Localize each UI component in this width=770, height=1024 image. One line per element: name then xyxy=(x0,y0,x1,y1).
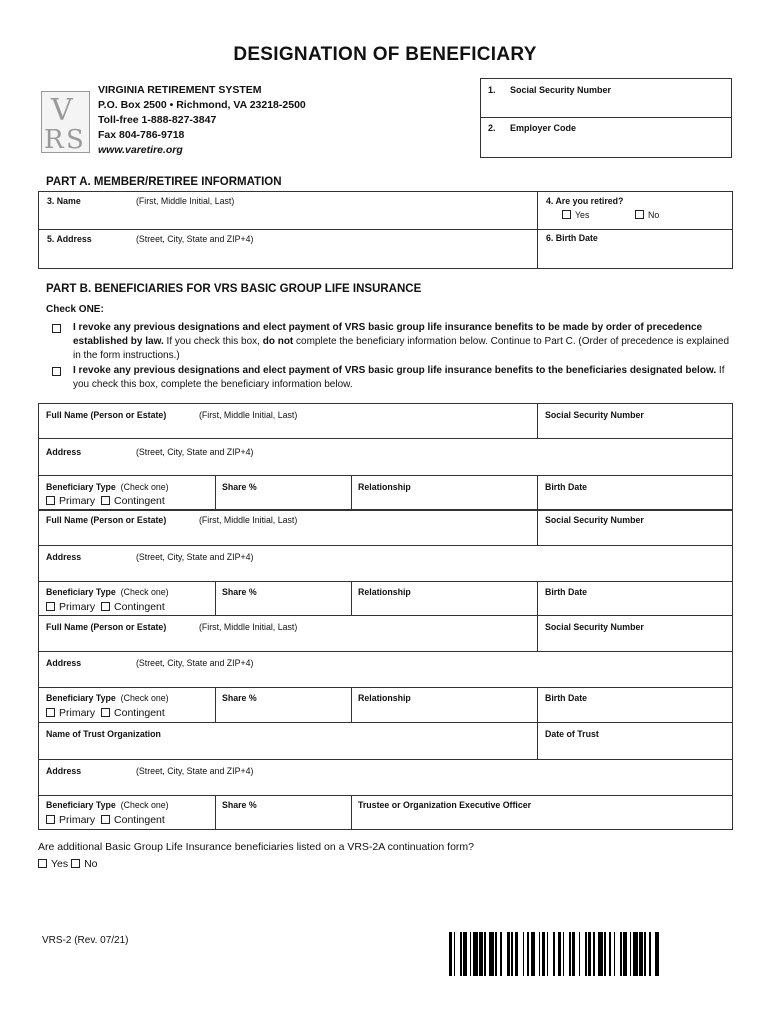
beneficiary-3-relationship-label: Relationship xyxy=(358,693,411,703)
beneficiary-3-type-hint: (Check one) xyxy=(120,693,169,703)
check-one-label: Check ONE: xyxy=(46,304,104,315)
employer-code-label: Employer Code xyxy=(510,123,577,133)
beneficiary-1-address-hint: (Street, City, State and ZIP+4) xyxy=(136,447,254,457)
beneficiary-2-contingent-checkbox[interactable] xyxy=(101,602,110,611)
option-law-precedence xyxy=(52,321,732,363)
beneficiary-2-share-label: Share % xyxy=(222,587,257,597)
beneficiary-1-relationship-label: Relationship xyxy=(358,482,411,492)
trust-contingent-label: Contingent xyxy=(114,814,165,826)
option-law-bold-text: I revoke any previous designations and elect payment of VRS basic group life insurance benefits to be made by order of precedence established by law. xyxy=(73,322,703,347)
beneficiary-1-type-options xyxy=(46,495,165,507)
trust-share-label: Share % xyxy=(222,800,257,810)
beneficiary-1-share-label: Share % xyxy=(222,482,257,492)
beneficiary-3-name-label: Full Name (Person or Estate) xyxy=(46,622,167,632)
trust-name-label: Name of Trust Organization xyxy=(46,729,161,739)
member-name-hint: (First, Middle Initial, Last) xyxy=(136,196,235,206)
trust-block xyxy=(38,722,733,830)
barcode xyxy=(449,932,721,976)
option-designated-text: If you check this box, complete the beneficiary information below. xyxy=(73,365,725,390)
beneficiary-1-address-label: Address xyxy=(46,447,82,457)
agency-fax: Fax 804-786-9718 xyxy=(98,129,185,141)
ssn-number: 1. xyxy=(488,85,496,95)
additional-question: Are additional Basic Group Life Insurance beneficiaries listed on a VRS-2A continuation form? xyxy=(38,841,474,853)
additional-no-label: No xyxy=(84,858,98,870)
beneficiary-2-type-options xyxy=(46,601,165,613)
additional-yes-checkbox[interactable] xyxy=(38,859,47,868)
beneficiary-2-type-text: Beneficiary Type xyxy=(46,587,116,597)
beneficiary-1-birth-label: Birth Date xyxy=(545,482,588,492)
trust-type-text: Beneficiary Type xyxy=(46,800,116,810)
option-designated xyxy=(52,364,732,392)
beneficiary-block-3 xyxy=(38,615,733,723)
member-address-hint: (Street, City, State and ZIP+4) xyxy=(136,234,254,244)
trust-name-field[interactable] xyxy=(39,722,537,759)
beneficiary-2-contingent-label: Contingent xyxy=(114,601,165,613)
beneficiary-block-2 xyxy=(38,509,733,616)
member-name-label: 3. Name xyxy=(47,196,81,206)
beneficiary-1-primary-label: Primary xyxy=(59,495,96,507)
agency-po-box: P.O. Box 2500 • Richmond, VA 23218-2500 xyxy=(98,99,306,111)
option-law-checkbox[interactable] xyxy=(52,324,61,333)
beneficiary-1-type-text: Beneficiary Type xyxy=(46,482,116,492)
beneficiary-1-name-label: Full Name (Person or Estate) xyxy=(46,410,167,420)
beneficiary-3-name-field[interactable] xyxy=(39,615,537,651)
ssn-field[interactable] xyxy=(481,79,731,118)
option-designated-bold-text: I revoke any previous designations and elect payment of VRS basic group life insurance benefits to the beneficiaries designated below. xyxy=(73,365,717,376)
beneficiary-2-ssn-label: Social Security Number xyxy=(545,515,644,525)
svg-text:S: S xyxy=(66,125,84,152)
beneficiary-2-type-label xyxy=(46,587,169,597)
beneficiary-1-type-hint: (Check one) xyxy=(120,482,169,492)
beneficiary-2-primary-checkbox[interactable] xyxy=(46,602,55,611)
vrs-logo xyxy=(41,91,90,153)
beneficiary-3-name-hint: (First, Middle Initial, Last) xyxy=(199,622,298,632)
trust-type-hint: (Check one) xyxy=(120,800,169,810)
beneficiary-3-type-label xyxy=(46,693,169,703)
retired-no-label: No xyxy=(648,210,660,220)
beneficiary-3-primary-checkbox[interactable] xyxy=(46,708,55,717)
agency-website: www.varetire.org xyxy=(98,144,183,156)
trust-type-label xyxy=(46,800,169,810)
member-address-label: 5. Address xyxy=(47,234,92,244)
member-name-field[interactable] xyxy=(39,192,537,229)
agency-tollfree: Toll-free 1-888-827-3847 xyxy=(98,114,217,126)
retired-no-checkbox[interactable] xyxy=(635,210,644,219)
beneficiary-2-primary-label: Primary xyxy=(59,601,96,613)
beneficiary-1-contingent-label: Contingent xyxy=(114,495,165,507)
beneficiary-3-type-options xyxy=(46,707,165,719)
beneficiary-3-contingent-checkbox[interactable] xyxy=(101,708,110,717)
trust-date-label: Date of Trust xyxy=(545,729,599,739)
svg-text:V: V xyxy=(51,93,73,128)
beneficiary-3-type-text: Beneficiary Type xyxy=(46,693,116,703)
additional-options xyxy=(38,858,98,870)
trust-trustee-label: Trustee or Organization Executive Officer xyxy=(358,800,532,810)
agency-name: VIRGINIA RETIREMENT SYSTEM xyxy=(98,84,262,96)
option-law-text-a: If you check this box, xyxy=(163,336,263,347)
member-birth-date-label: 6. Birth Date xyxy=(546,233,598,243)
trust-contingent-checkbox[interactable] xyxy=(101,815,110,824)
beneficiary-1-address-field[interactable] xyxy=(39,439,732,475)
retired-yes-checkbox[interactable] xyxy=(562,210,571,219)
beneficiary-3-share-label: Share % xyxy=(222,693,257,703)
option-designated-checkbox[interactable] xyxy=(52,367,61,376)
beneficiary-2-name-label: Full Name (Person or Estate) xyxy=(46,515,167,525)
part-b-heading: PART B. BENEFICIARIES FOR VRS BASIC GROUP LIFE INSURANCE xyxy=(46,283,422,295)
ssn-label: Social Security Number xyxy=(510,85,612,95)
employer-code-field[interactable] xyxy=(481,117,731,155)
trust-address-hint: (Street, City, State and ZIP+4) xyxy=(136,766,254,776)
option-law-do-not: do not xyxy=(262,336,294,347)
retired-yes-option[interactable] xyxy=(562,210,589,220)
beneficiary-1-name-hint: (First, Middle Initial, Last) xyxy=(199,410,298,420)
retired-yes-label: Yes xyxy=(575,210,590,220)
beneficiary-1-primary-checkbox[interactable] xyxy=(46,496,55,505)
part-a-table xyxy=(38,191,733,269)
trust-primary-label: Primary xyxy=(59,814,96,826)
retired-question: 4. Are you retired? xyxy=(546,196,624,206)
form-title: DESIGNATION OF BENEFICIARY xyxy=(233,44,537,65)
member-address-field[interactable] xyxy=(39,230,537,268)
beneficiary-2-name-hint: (First, Middle Initial, Last) xyxy=(199,515,298,525)
beneficiary-3-ssn-label: Social Security Number xyxy=(545,622,644,632)
additional-yes-label: Yes xyxy=(51,858,69,870)
beneficiary-2-address-label: Address xyxy=(46,552,82,562)
beneficiary-2-address-hint: (Street, City, State and ZIP+4) xyxy=(136,552,254,562)
trust-type-options xyxy=(46,814,165,826)
trust-primary-checkbox[interactable] xyxy=(46,815,55,824)
beneficiary-2-birth-label: Birth Date xyxy=(545,587,588,597)
beneficiary-3-birth-label: Birth Date xyxy=(545,693,588,703)
beneficiary-3-contingent-label: Contingent xyxy=(114,707,165,719)
beneficiary-3-address-hint: (Street, City, State and ZIP+4) xyxy=(136,658,254,668)
trust-address-label: Address xyxy=(46,766,82,776)
svg-text:R: R xyxy=(44,125,64,152)
part-a-heading: PART A. MEMBER/RETIREE INFORMATION xyxy=(46,176,282,188)
beneficiary-3-primary-label: Primary xyxy=(59,707,96,719)
beneficiary-1-contingent-checkbox[interactable] xyxy=(101,496,110,505)
retired-no-option[interactable] xyxy=(635,210,659,220)
beneficiary-3-address-label: Address xyxy=(46,658,82,668)
employer-code-number: 2. xyxy=(488,123,496,133)
form-id: VRS-2 (Rev. 07/21) xyxy=(42,935,129,946)
additional-no-checkbox[interactable] xyxy=(71,859,80,868)
beneficiary-2-type-hint: (Check one) xyxy=(120,587,169,597)
id-box xyxy=(480,78,732,158)
beneficiary-1-ssn-label: Social Security Number xyxy=(545,410,644,420)
beneficiary-2-relationship-label: Relationship xyxy=(358,587,411,597)
beneficiary-1-type-label xyxy=(46,482,169,492)
beneficiary-block-1 xyxy=(38,403,733,511)
option-law-text-b: complete the beneficiary information below. Continue to Part C. (Order of precedence is explained in the form instructions.) xyxy=(73,336,730,361)
agency-address-block xyxy=(98,83,306,158)
